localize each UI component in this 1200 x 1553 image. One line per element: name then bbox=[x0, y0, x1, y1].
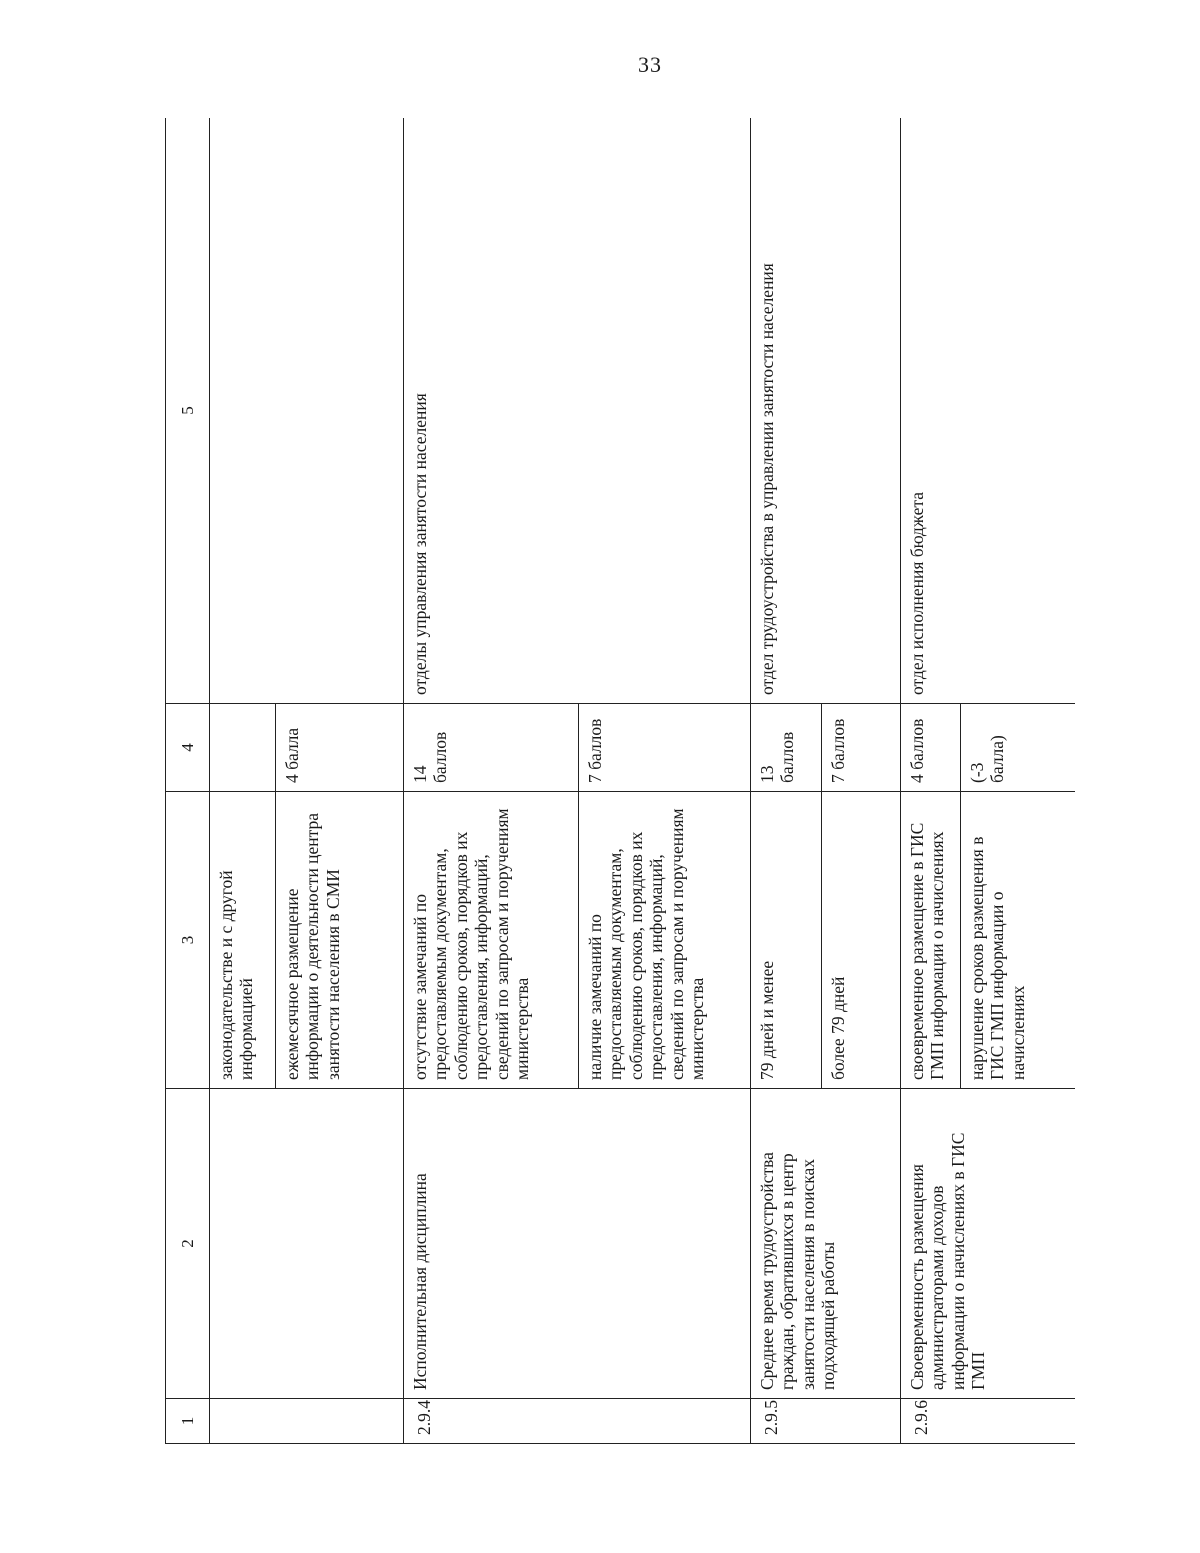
cell-condition: отсутствие замечаний по предоставляемым документам, соблюдению сроков, порядков их предоставления, информаций, сведений по запросам и поручениям министерства bbox=[404, 792, 579, 1089]
cell-score: 4 баллов bbox=[901, 704, 961, 792]
cell-score bbox=[210, 704, 276, 792]
column-header-1: 1 bbox=[166, 1399, 210, 1444]
cell-score: 13 баллов bbox=[751, 704, 822, 792]
table-row bbox=[404, 118, 579, 1444]
cell-condition: наличие замечаний по предоставляемым документам, соблюдению сроков, порядков их предоставления, информаций, сведений по запросам и поручениям министерства bbox=[579, 792, 751, 1089]
cell-criterion: Своевременность размещения администраторами доходов информации о начислениях в ГИС ГМП bbox=[901, 1089, 1076, 1399]
cell-responsible: отделы управления занятости населения bbox=[404, 118, 751, 704]
page-number: 33 bbox=[638, 52, 662, 77]
header-row bbox=[166, 118, 210, 1444]
cell-condition: 79 дней и менее bbox=[751, 792, 822, 1089]
cell-condition: ежемесячное размещение информации о деятельности центра занятости населения в СМИ bbox=[276, 792, 404, 1089]
column-header-2: 2 bbox=[166, 1089, 210, 1399]
cell-number: 2.9.6 bbox=[901, 1399, 1076, 1444]
cell-score: 7 баллов bbox=[822, 704, 901, 792]
rotated-table-sheet bbox=[165, 118, 1075, 1444]
column-header-5: 5 bbox=[166, 118, 210, 704]
cell-number bbox=[210, 1399, 404, 1444]
table-row bbox=[751, 118, 822, 1444]
column-header-3: 3 bbox=[166, 792, 210, 1089]
cell-score: 7 баллов bbox=[579, 704, 751, 792]
table-row bbox=[901, 118, 961, 1444]
criteria-table bbox=[165, 118, 1075, 1444]
cell-responsible bbox=[210, 118, 404, 704]
table-row bbox=[210, 118, 276, 1444]
cell-number: 2.9.4 bbox=[404, 1399, 751, 1444]
cell-condition: своевременное размещение в ГИС ГМП информации о начислениях bbox=[901, 792, 961, 1089]
cell-criterion: Среднее время трудоустройства граждан, обратившихся в центр занятости населения в поисках подходящей работы bbox=[751, 1089, 901, 1399]
column-header-4: 4 bbox=[166, 704, 210, 792]
cell-criterion bbox=[210, 1089, 404, 1399]
cell-responsible: отдел трудоустройства в управлении занятости населения bbox=[751, 118, 901, 704]
cell-condition: законодательстве и с другой информацией bbox=[210, 792, 276, 1089]
cell-criterion: Исполнительная дисциплина bbox=[404, 1089, 751, 1399]
cell-score: 4 балла bbox=[276, 704, 404, 792]
cell-score: (-3 балла) bbox=[961, 704, 1076, 792]
cell-responsible: отдел исполнения бюджета bbox=[901, 118, 1076, 704]
cell-number: 2.9.5 bbox=[751, 1399, 901, 1444]
cell-condition: нарушение сроков размещения в ГИС ГМП информации о начислениях bbox=[961, 792, 1076, 1089]
cell-condition: более 79 дней bbox=[822, 792, 901, 1089]
cell-score: 14 баллов bbox=[404, 704, 579, 792]
rotated-table-frame bbox=[165, 118, 1075, 1444]
